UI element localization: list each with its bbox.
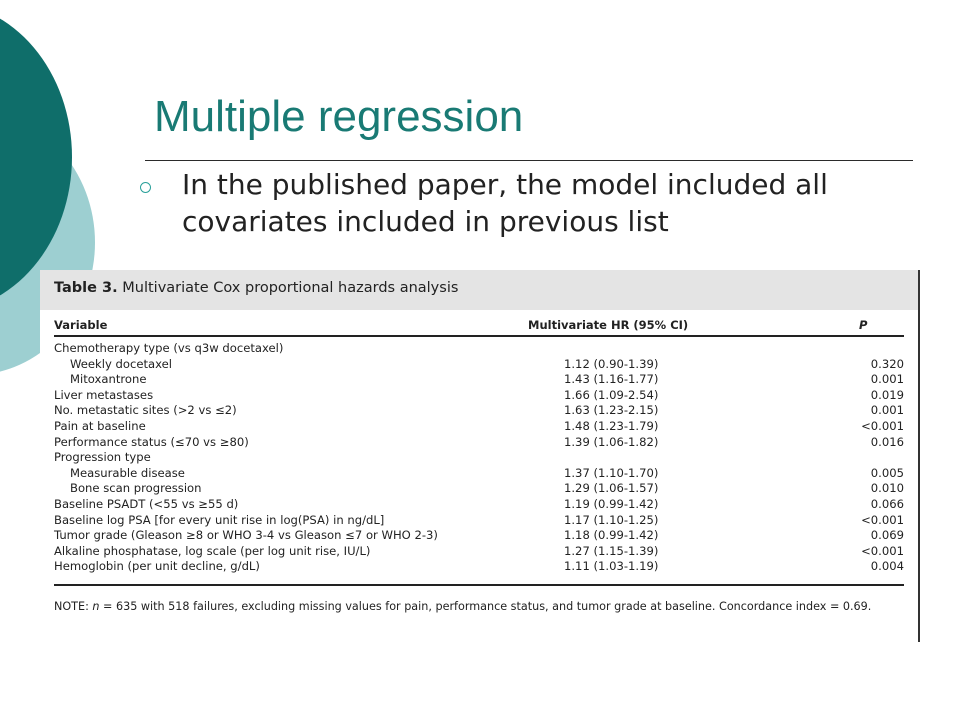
cell-p: 0.010 xyxy=(870,481,904,496)
table-caption-text: Multivariate Cox proportional hazards analysis xyxy=(122,280,459,296)
figure-right-border xyxy=(918,270,920,642)
cell-hr: 1.17 (1.10-1.25) xyxy=(564,512,659,527)
cell-variable: Performance status (≤70 vs ≥80) xyxy=(54,434,249,449)
bottom-rule xyxy=(54,584,904,586)
cell-variable: Tumor grade (Gleason ≥8 or WHO 3-4 vs Gleason ≤7 or WHO 2-3) xyxy=(54,528,438,543)
cell-hr: 1.48 (1.23-1.79) xyxy=(564,419,659,433)
cell-hr: 1.11 (1.03-1.19) xyxy=(564,559,659,574)
cell-p: 0.066 xyxy=(870,497,904,511)
table-row xyxy=(40,450,918,466)
cell-variable: No. metastatic sites (>2 vs ≤2) xyxy=(54,403,237,418)
cell-p: <0.001 xyxy=(861,512,904,527)
cell-variable: Bone scan progression xyxy=(70,481,202,496)
table-row xyxy=(40,559,918,575)
cell-p: 0.069 xyxy=(870,528,904,543)
hollow-circle-bullet-icon xyxy=(140,182,151,193)
note-prefix: NOTE: xyxy=(54,600,93,613)
table-row xyxy=(40,388,918,404)
table-row xyxy=(40,466,918,482)
table-caption-label: Table 3. xyxy=(54,280,118,296)
table-row xyxy=(40,419,918,435)
cell-hr: 1.18 (0.99-1.42) xyxy=(564,528,659,543)
table-row xyxy=(40,435,918,451)
table-figure xyxy=(40,270,918,640)
cell-hr: 1.66 (1.09-2.54) xyxy=(564,387,659,402)
header-variable: Variable xyxy=(54,318,108,332)
note-text: = 635 with 518 failures, excluding missing values for pain, performance status, and tumor grade at baseline. Concordance index = 0.69. xyxy=(99,600,872,613)
table-row xyxy=(40,403,918,419)
cell-p: 0.001 xyxy=(870,372,904,387)
header-p: P xyxy=(859,318,868,332)
bullet-text: In the published paper, the model included all covariates included in previous list xyxy=(182,168,828,238)
header-hr: Multivariate HR (95% CI) xyxy=(528,318,689,332)
cell-hr: 1.29 (1.06-1.57) xyxy=(564,481,659,496)
table-caption xyxy=(54,280,458,296)
cell-hr: 1.27 (1.15-1.39) xyxy=(564,543,659,558)
table-row xyxy=(40,497,918,513)
note-n: n xyxy=(92,600,100,613)
cell-p: 0.001 xyxy=(870,403,904,418)
cell-hr: 1.37 (1.10-1.70) xyxy=(564,465,659,480)
cell-p: <0.001 xyxy=(861,419,904,433)
cell-p: 0.004 xyxy=(870,559,904,574)
slide-title: Multiple regression xyxy=(154,92,524,141)
cell-variable: Chemotherapy type (vs q3w docetaxel) xyxy=(54,341,284,355)
table-note xyxy=(54,599,904,615)
title-divider xyxy=(145,160,913,161)
cell-p: 0.016 xyxy=(870,434,904,449)
cell-p: 0.320 xyxy=(870,356,904,371)
table-row xyxy=(40,528,918,544)
cell-hr: 1.19 (0.99-1.42) xyxy=(564,497,659,511)
cell-variable: Hemoglobin (per unit decline, g/dL) xyxy=(54,559,260,574)
cell-p: <0.001 xyxy=(861,543,904,558)
cell-hr: 1.43 (1.16-1.77) xyxy=(564,372,659,387)
table-row xyxy=(40,513,918,529)
header-rule xyxy=(54,335,904,337)
table-row xyxy=(40,357,918,373)
cell-p: 0.019 xyxy=(870,387,904,402)
cell-variable: Liver metastases xyxy=(54,387,154,402)
table-row xyxy=(40,544,918,560)
cell-hr: 1.12 (0.90-1.39) xyxy=(564,356,659,371)
cell-variable: Weekly docetaxel xyxy=(70,356,172,371)
cell-variable: Mitoxantrone xyxy=(70,372,147,387)
cell-variable: Measurable disease xyxy=(70,465,185,480)
table-caption-bar xyxy=(40,270,918,310)
cell-hr: 1.39 (1.06-1.82) xyxy=(564,434,659,449)
cell-variable: Baseline log PSA [for every unit rise in log(PSA) in ng/dL] xyxy=(54,512,385,527)
table-row xyxy=(40,341,918,357)
cell-variable: Baseline PSADT (<55 vs ≥55 d) xyxy=(54,497,239,511)
table-row xyxy=(40,481,918,497)
cell-variable: Progression type xyxy=(54,450,151,465)
cell-variable: Pain at baseline xyxy=(54,419,146,433)
cell-hr: 1.63 (1.23-2.15) xyxy=(564,403,659,418)
cell-p: 0.005 xyxy=(870,465,904,480)
cell-variable: Alkaline phosphatase, log scale (per log unit rise, IU/L) xyxy=(54,543,371,558)
table-row xyxy=(40,372,918,388)
